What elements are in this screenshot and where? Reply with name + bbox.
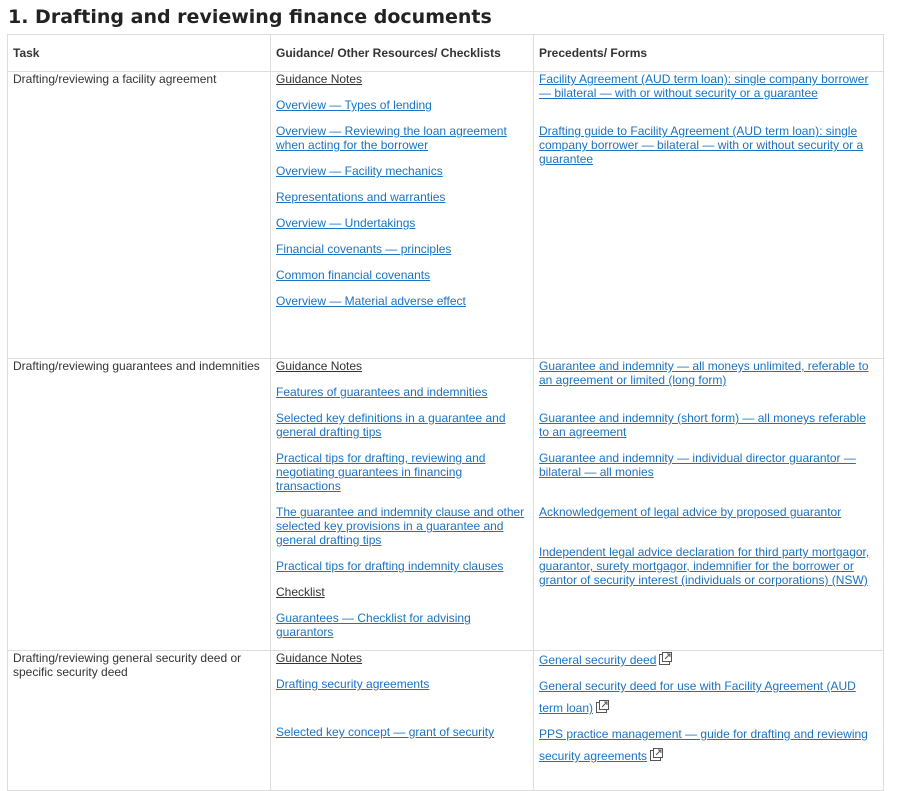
link-guarantee-short-form[interactable]: Guarantee and indemnity (short form) — all moneys referable to an agreement [539, 411, 866, 439]
link-features-guarantees[interactable]: Features of guarantees and indemnities [276, 385, 488, 399]
link-general-security-deed-facility[interactable]: General security deed for use with Facility Agreement (AUD term loan) [539, 679, 856, 715]
precedents-cell [534, 651, 884, 791]
link-tips-indemnity-clauses[interactable]: Practical tips for drafting indemnity clauses [276, 559, 504, 573]
header-task: Task [8, 35, 271, 72]
link-facility-agreement-precedent[interactable]: Facility Agreement (AUD term loan): single company borrower — bilateral — with or without security or a guarantee [539, 72, 869, 100]
link-undertakings[interactable]: Overview — Undertakings [276, 216, 416, 230]
link-financial-covenants-principles[interactable]: Financial covenants — principles [276, 242, 452, 256]
guidance-notes-heading: Guidance Notes [276, 359, 363, 373]
table-row-facility-agreement [8, 72, 884, 359]
external-link-icon[interactable] [659, 652, 672, 665]
external-link-icon[interactable] [650, 748, 663, 761]
link-types-of-lending[interactable]: Overview — Types of lending [276, 98, 432, 112]
link-guarantee-director[interactable]: Guarantee and indemnity — individual director guarantor — bilateral — all monies [539, 451, 856, 479]
page-title: 1. Drafting and reviewing finance documents [8, 6, 492, 28]
external-link-icon[interactable] [596, 700, 609, 713]
link-general-security-deed[interactable]: General security deed [539, 653, 657, 667]
link-guarantee-long-form[interactable]: Guarantee and indemnity — all moneys unlimited, referable to an agreement or limited (long form) [539, 359, 869, 387]
task-cell: Drafting/reviewing guarantees and indemnities [8, 359, 271, 651]
link-pps-practice-management[interactable]: PPS practice management — guide for drafting and reviewing security agreements [539, 727, 868, 763]
precedents-cell [534, 72, 884, 359]
table-header-row [8, 35, 884, 72]
guidance-cell [271, 359, 534, 651]
link-drafting-guide-facility-agreement[interactable]: Drafting guide to Facility Agreement (AUD term loan): single company borrower — bilateral — with or without security or a guarantee [539, 124, 864, 166]
task-cell: Drafting/reviewing general security deed or specific security deed [8, 651, 271, 791]
link-guarantee-indemnity-clause[interactable]: The guarantee and indemnity clause and other selected key provisions in a guarantee and general drafting tips [276, 505, 525, 547]
guidance-cell [271, 72, 534, 359]
link-grant-of-security[interactable]: Selected key concept — grant of security [276, 725, 495, 739]
guidance-notes-heading: Guidance Notes [276, 72, 363, 86]
link-practical-tips-guarantees[interactable]: Practical tips for drafting, reviewing and negotiating guarantees in financing transactions [276, 451, 486, 493]
task-cell: Drafting/reviewing a facility agreement [8, 72, 271, 359]
link-key-definitions-guarantee[interactable]: Selected key definitions in a guarantee and general drafting tips [276, 411, 506, 439]
link-acknowledgement-legal-advice[interactable]: Acknowledgement of legal advice by proposed guarantor [539, 505, 842, 519]
precedents-cell [534, 359, 884, 651]
link-material-adverse-effect[interactable]: Overview — Material adverse effect [276, 294, 466, 308]
link-independent-legal-advice[interactable]: Independent legal advice declaration for third party mortgagor, guarantor, surety mortgagor, indemnifier for the borrower or grantor of security interest (individuals or corporations) (NSW) [539, 545, 870, 587]
header-guidance: Guidance/ Other Resources/ Checklists [271, 35, 534, 72]
guidance-notes-heading: Guidance Notes [276, 651, 363, 665]
link-representations-warranties[interactable]: Representations and warranties [276, 190, 446, 204]
link-common-financial-covenants[interactable]: Common financial covenants [276, 268, 431, 282]
link-facility-mechanics[interactable]: Overview — Facility mechanics [276, 164, 443, 178]
table-row-security-deed [8, 651, 884, 791]
checklist-heading: Checklist [276, 585, 325, 599]
guidance-cell [271, 651, 534, 791]
table-row-guarantees [8, 359, 884, 651]
link-reviewing-loan-agreement[interactable]: Overview — Reviewing the loan agreement when acting for the borrower [276, 124, 507, 152]
link-drafting-security-agreements[interactable]: Drafting security agreements [276, 677, 430, 691]
finance-documents-table [7, 34, 884, 791]
header-precedents: Precedents/ Forms [534, 35, 884, 72]
link-guarantees-checklist[interactable]: Guarantees — Checklist for advising guarantors [276, 611, 471, 639]
